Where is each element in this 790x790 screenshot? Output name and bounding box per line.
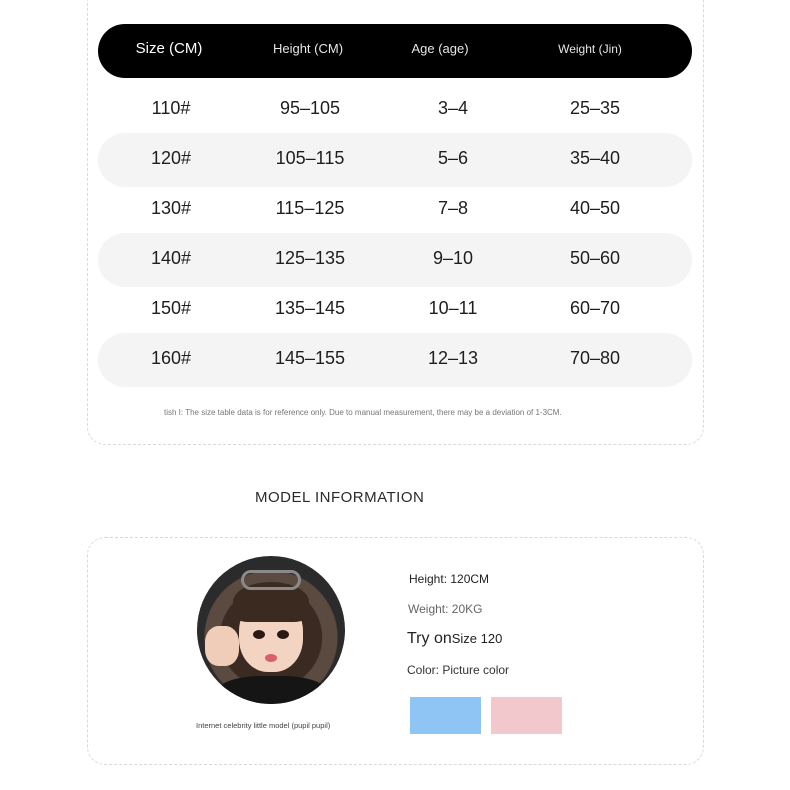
model-section-title: MODEL INFORMATION (255, 489, 425, 506)
cell-height: 125–135 (274, 248, 346, 268)
cell-size: 130# (150, 198, 192, 218)
cell-weight: 60–70 (569, 298, 621, 318)
shirt-shape (217, 676, 327, 704)
model-caption: Internet celebrity little model (pupil pupil) (196, 721, 331, 730)
header-height: Height (CM) (272, 41, 344, 56)
mouth-shape (265, 654, 277, 662)
cell-size: 160# (150, 348, 192, 368)
header-size: Size (CM) (135, 40, 203, 57)
cell-height: 135–145 (274, 298, 346, 318)
cell-height: 105–115 (275, 148, 345, 168)
header-weight: Weight (Jin) (558, 42, 622, 56)
eye-shape (253, 630, 265, 639)
table-row (98, 283, 692, 337)
model-photo (197, 556, 345, 704)
eye-shape (277, 630, 289, 639)
cell-age: 3–4 (437, 98, 469, 118)
cell-age: 5–6 (437, 148, 469, 168)
cell-size: 140# (150, 248, 192, 268)
table-row (98, 183, 692, 237)
model-color: Color: Picture color (407, 663, 510, 677)
model-try-on (407, 630, 502, 648)
cell-weight: 70–80 (569, 348, 621, 368)
table-row (98, 83, 692, 137)
size-table-note: tish I: The size table data is for reference only. Due to manual measurement, there may be a deviation of 1-3CM. (164, 408, 562, 417)
try-on-label: Try on (407, 630, 452, 647)
model-weight: Weight: 20KG (408, 602, 483, 616)
model-info-card (87, 537, 704, 765)
model-height: Height: 120CM (409, 572, 490, 586)
table-row (98, 133, 692, 187)
cell-weight: 25–35 (569, 98, 621, 118)
cell-height: 115–125 (275, 198, 345, 218)
cell-age: 9–10 (432, 248, 474, 268)
cell-height: 145–155 (274, 348, 346, 368)
size-table-header (98, 24, 692, 78)
cell-age: 7–8 (437, 198, 469, 218)
table-row (98, 333, 692, 387)
cell-weight: 50–60 (569, 248, 621, 268)
cell-age: 10–11 (428, 298, 478, 318)
try-on-size: Size 120 (451, 631, 503, 646)
cell-size: 110# (151, 98, 191, 118)
table-row (98, 233, 692, 287)
color-swatch-blue[interactable] (410, 697, 481, 734)
cell-height: 95–105 (279, 98, 341, 118)
hand-shape (205, 626, 239, 666)
cell-size: 150# (150, 298, 192, 318)
header-age: Age (age) (411, 41, 469, 56)
color-swatch-pink[interactable] (491, 697, 562, 734)
cell-age: 12–13 (427, 348, 479, 368)
cell-weight: 35–40 (569, 148, 621, 168)
cell-size: 120# (150, 148, 192, 168)
sunglasses-shape (241, 570, 301, 590)
cell-weight: 40–50 (569, 198, 621, 218)
